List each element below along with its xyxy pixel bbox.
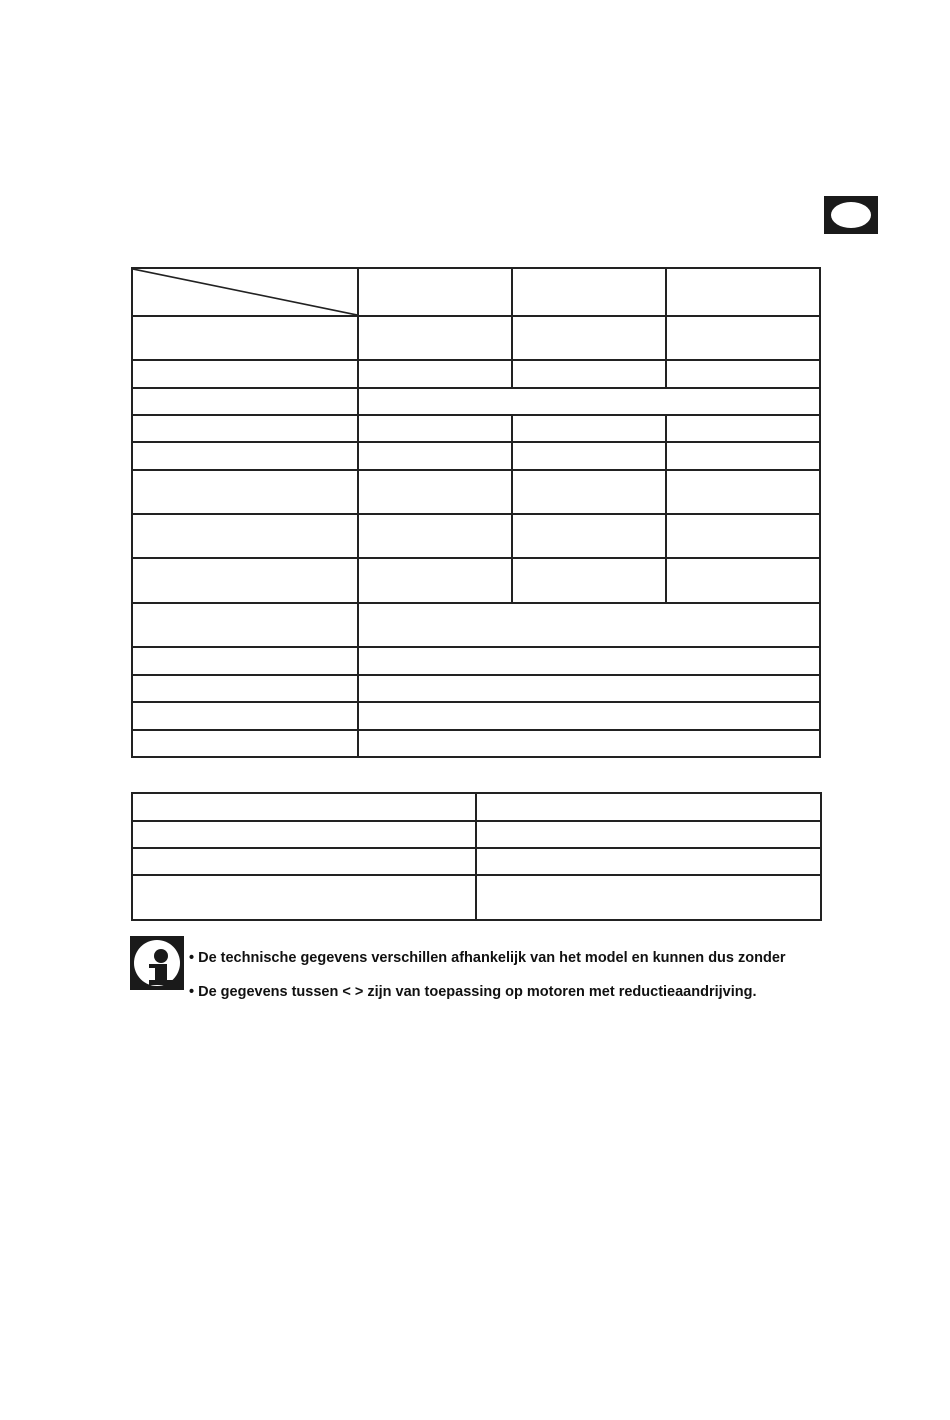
info-icon (130, 936, 184, 990)
note-technical-data: • De technische gegevens verschillen afhankelijk van het model en kunnen dus zonder (189, 950, 786, 966)
table-cell (132, 558, 358, 603)
table-cell (666, 514, 820, 558)
table-cell (512, 558, 666, 603)
table-cell (512, 442, 666, 470)
table-cell (132, 603, 358, 647)
table-cell (132, 793, 476, 821)
table-cell (132, 875, 476, 920)
table-cell (132, 730, 358, 757)
table-cell (476, 793, 821, 821)
note-reduction-drive: • De gegevens tussen < > zijn van toepassing op motoren met reductieaandrijving. (189, 984, 757, 1000)
table-cell (132, 647, 358, 675)
table-cell (358, 558, 512, 603)
table-cell (666, 470, 820, 514)
table-cell-merged (358, 603, 820, 647)
table-cell (132, 675, 358, 702)
table-row (132, 848, 821, 875)
table-cell (132, 388, 358, 415)
table-row (132, 647, 820, 675)
table-row (132, 268, 820, 316)
table-row (132, 821, 821, 848)
table-header-cell (358, 268, 512, 316)
table-cell (666, 442, 820, 470)
table-row (132, 470, 820, 514)
table-cell (666, 360, 820, 388)
table-row (132, 730, 820, 757)
language-badge-icon (824, 196, 878, 234)
table-cell (512, 360, 666, 388)
table-cell (132, 316, 358, 360)
table-cell (132, 470, 358, 514)
table-cell-merged (358, 647, 820, 675)
table-cell (512, 415, 666, 442)
table-header-corner (132, 268, 358, 316)
table-cell (666, 558, 820, 603)
info-icon-serif-bottom (149, 980, 173, 985)
table-cell (132, 360, 358, 388)
table-cell (512, 514, 666, 558)
spec-table (131, 267, 821, 758)
table-cell (476, 848, 821, 875)
table-row (132, 558, 820, 603)
info-icon-circle (134, 940, 180, 986)
table-cell (512, 316, 666, 360)
table-row (132, 675, 820, 702)
table-row (132, 388, 820, 415)
table-cell-merged (358, 702, 820, 730)
diagonal-divider (133, 269, 357, 315)
table-cell (132, 702, 358, 730)
table-cell (476, 821, 821, 848)
table-row (132, 316, 820, 360)
language-badge-oval (831, 202, 871, 228)
table-cell (132, 514, 358, 558)
table-cell (666, 415, 820, 442)
table-row (132, 603, 820, 647)
table-cell (358, 360, 512, 388)
table-header-cell (666, 268, 820, 316)
table-row (132, 875, 821, 920)
table-cell (476, 875, 821, 920)
table-cell (132, 442, 358, 470)
table-row (132, 514, 820, 558)
table-header-cell (512, 268, 666, 316)
table-cell (132, 415, 358, 442)
table-cell (132, 848, 476, 875)
table-cell (358, 514, 512, 558)
table-row (132, 793, 821, 821)
table-cell (666, 316, 820, 360)
info-icon-dot (154, 949, 168, 963)
table-cell (132, 821, 476, 848)
table-cell (358, 415, 512, 442)
table-cell (358, 442, 512, 470)
table-cell (512, 470, 666, 514)
table-row (132, 442, 820, 470)
table-cell-merged (358, 730, 820, 757)
table-row (132, 702, 820, 730)
table-row (132, 360, 820, 388)
secondary-table (131, 792, 822, 921)
table-cell (358, 316, 512, 360)
table-cell (358, 470, 512, 514)
table-cell-merged (358, 388, 820, 415)
table-row (132, 415, 820, 442)
table-cell-merged (358, 675, 820, 702)
